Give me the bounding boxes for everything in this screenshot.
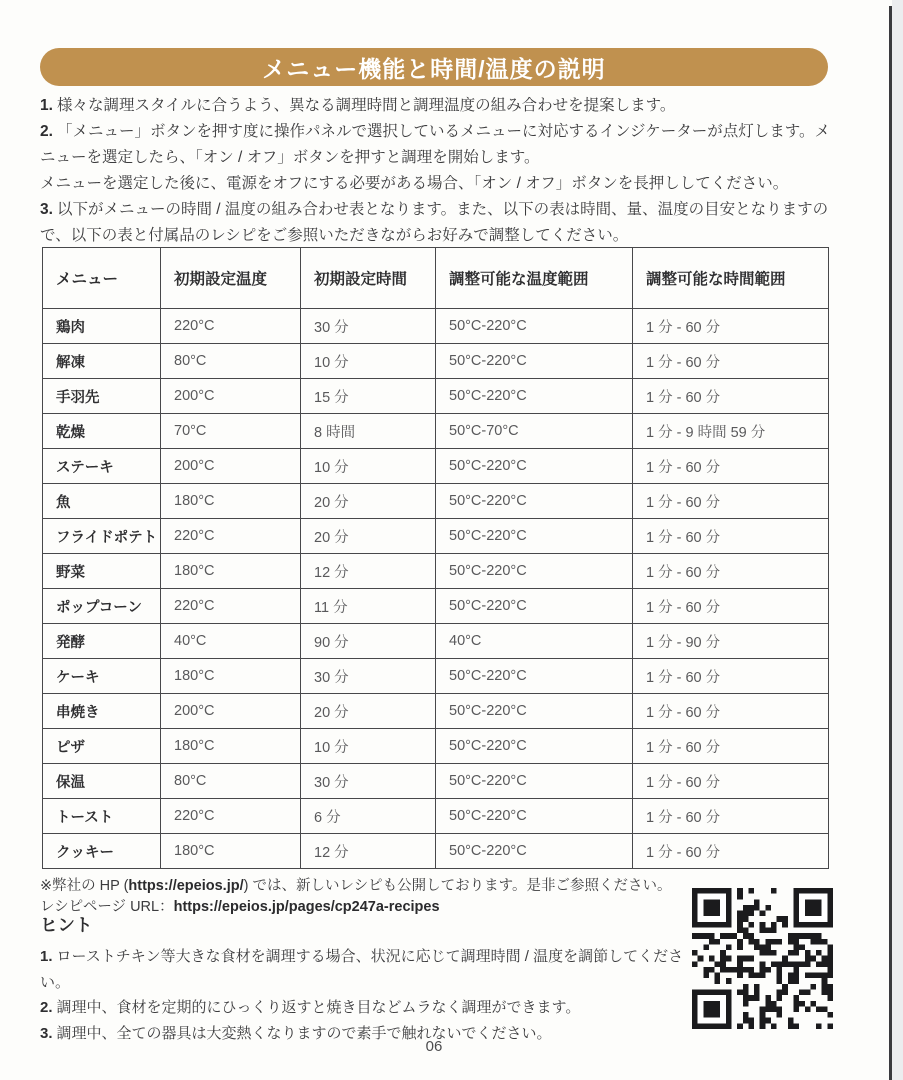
hints-list — [40, 944, 695, 1046]
recipe-url-label: レシピページ URL： — [40, 899, 174, 915]
table-row — [43, 309, 829, 344]
time-range-cell: 1 分 - 60 分 — [633, 519, 829, 554]
temp-range-cell: 50°C-220°C — [436, 309, 633, 344]
time-range-cell: 1 分 - 90 分 — [633, 624, 829, 659]
menu-name-cell: トースト — [43, 799, 161, 834]
time-range-cell: 1 分 - 60 分 — [633, 729, 829, 764]
time-range-cell: 1 分 - 60 分 — [633, 659, 829, 694]
table-header-cell: 調整可能な温度範囲 — [436, 248, 633, 309]
table-row — [43, 729, 829, 764]
table-row — [43, 484, 829, 519]
menu-settings-table — [42, 247, 829, 869]
temp-range-cell: 50°C-70°C — [436, 414, 633, 449]
temp-range-cell: 40°C — [436, 624, 633, 659]
default-temp-cell: 180°C — [161, 554, 301, 589]
menu-name-cell: 鶏肉 — [43, 309, 161, 344]
time-range-cell: 1 分 - 60 分 — [633, 764, 829, 799]
default-time-cell: 30 分 — [301, 764, 436, 799]
temp-range-cell: 50°C-220°C — [436, 344, 633, 379]
time-range-cell: 1 分 - 60 分 — [633, 449, 829, 484]
table-row — [43, 799, 829, 834]
hint-number: 2. — [40, 999, 53, 1016]
table-row — [43, 519, 829, 554]
default-temp-cell: 80°C — [161, 344, 301, 379]
instruction-text: メニューを選定した後に、電源をオフにする必要がある場合、「オン / オフ」ボタンを長押ししてください。 — [40, 175, 789, 192]
time-range-cell: 1 分 - 60 分 — [633, 834, 829, 869]
table-header-cell: 初期設定時間 — [301, 248, 436, 309]
default-time-cell: 20 分 — [301, 519, 436, 554]
table-row — [43, 554, 829, 589]
instruction-item — [40, 171, 832, 197]
default-time-cell: 10 分 — [301, 449, 436, 484]
time-range-cell: 1 分 - 60 分 — [633, 799, 829, 834]
menu-name-cell: 手羽先 — [43, 379, 161, 414]
hint-text: ローストチキン等大きな食材を調理する場合、状況に応じて調理時間 / 温度を調節してください。 — [40, 948, 684, 991]
instruction-item — [40, 93, 832, 119]
temp-range-cell: 50°C-220°C — [436, 729, 633, 764]
default-temp-cell: 80°C — [161, 764, 301, 799]
menu-name-cell: 発酵 — [43, 624, 161, 659]
table-row — [43, 589, 829, 624]
hint-number: 1. — [40, 948, 53, 965]
menu-name-cell: ステーキ — [43, 449, 161, 484]
menu-name-cell: クッキー — [43, 834, 161, 869]
section-title-banner — [40, 48, 828, 86]
hint-text: 調理中、全ての器具は大変熱くなりますので素手で触れないでください。 — [56, 1024, 552, 1042]
temp-range-cell: 50°C-220°C — [436, 484, 633, 519]
table-row — [43, 344, 829, 379]
scan-edge-line — [889, 6, 892, 1080]
default-time-cell: 10 分 — [301, 729, 436, 764]
default-temp-cell: 200°C — [161, 379, 301, 414]
table-row — [43, 379, 829, 414]
menu-name-cell: 野菜 — [43, 554, 161, 589]
instruction-number: 1. — [40, 97, 53, 114]
time-range-cell: 1 分 - 60 分 — [633, 484, 829, 519]
table-header-cell: メニュー — [43, 248, 161, 309]
table-row — [43, 764, 829, 799]
hint-item — [40, 944, 695, 995]
instruction-text: 「メニュー」ボタンを押す度に操作パネルで選択しているメニューに対応するインジケーターが点灯します。メニューを選定したら、「オン / オフ」ボタンを押すと調理を開始します。 — [40, 123, 831, 166]
instruction-item — [40, 197, 832, 249]
table-header-cell: 初期設定温度 — [161, 248, 301, 309]
qr-code-icon — [692, 886, 833, 1031]
default-time-cell: 30 分 — [301, 659, 436, 694]
default-time-cell: 12 分 — [301, 834, 436, 869]
default-time-cell: 12 分 — [301, 554, 436, 589]
temp-range-cell: 50°C-220°C — [436, 694, 633, 729]
instruction-item — [40, 119, 832, 171]
default-temp-cell: 220°C — [161, 519, 301, 554]
table-row — [43, 694, 829, 729]
default-temp-cell: 40°C — [161, 624, 301, 659]
default-temp-cell: 200°C — [161, 449, 301, 484]
temp-range-cell: 50°C-220°C — [436, 659, 633, 694]
default-time-cell: 8 時間 — [301, 414, 436, 449]
table-header-cell: 調整可能な時間範囲 — [633, 248, 829, 309]
default-time-cell: 15 分 — [301, 379, 436, 414]
default-temp-cell: 180°C — [161, 484, 301, 519]
default-time-cell: 20 分 — [301, 694, 436, 729]
scan-edge-gray — [892, 0, 903, 1080]
homepage-url: https://epeios.jp/ — [128, 878, 244, 894]
hints-section — [40, 912, 695, 1046]
time-range-cell: 1 分 - 60 分 — [633, 694, 829, 729]
menu-name-cell: 串焼き — [43, 694, 161, 729]
temp-range-cell: 50°C-220°C — [436, 589, 633, 624]
menu-name-cell: 乾燥 — [43, 414, 161, 449]
default-temp-cell: 220°C — [161, 589, 301, 624]
table-body — [43, 309, 829, 869]
default-temp-cell: 180°C — [161, 834, 301, 869]
page-title: メニュー機能と時間/温度の説明 — [262, 55, 606, 82]
footnote-line1-prefix: ※弊社の HP ( — [40, 878, 129, 894]
temp-range-cell: 50°C-220°C — [436, 554, 633, 589]
table-row — [43, 414, 829, 449]
table-row — [43, 659, 829, 694]
temp-range-cell: 50°C-220°C — [436, 379, 633, 414]
hints-heading: ヒント — [40, 915, 93, 935]
default-time-cell: 6 分 — [301, 799, 436, 834]
time-range-cell: 1 分 - 60 分 — [633, 554, 829, 589]
menu-name-cell: 保温 — [43, 764, 161, 799]
time-range-cell: 1 分 - 9 時間 59 分 — [633, 414, 829, 449]
temp-range-cell: 50°C-220°C — [436, 834, 633, 869]
default-time-cell: 90 分 — [301, 624, 436, 659]
time-range-cell: 1 分 - 60 分 — [633, 309, 829, 344]
table-row — [43, 449, 829, 484]
instruction-text: 様々な調理スタイルに合うよう、異なる調理時間と調理温度の組み合わせを提案します。 — [56, 97, 676, 114]
temp-range-cell: 50°C-220°C — [436, 449, 633, 484]
instruction-number: 2. — [40, 123, 53, 140]
instructions-list — [40, 93, 832, 249]
table-header-row — [43, 248, 829, 309]
temp-range-cell: 50°C-220°C — [436, 519, 633, 554]
default-time-cell: 30 分 — [301, 309, 436, 344]
table-row — [43, 624, 829, 659]
default-time-cell: 10 分 — [301, 344, 436, 379]
time-range-cell: 1 分 - 60 分 — [633, 379, 829, 414]
menu-name-cell: 魚 — [43, 484, 161, 519]
temp-range-cell: 50°C-220°C — [436, 764, 633, 799]
default-temp-cell: 220°C — [161, 799, 301, 834]
menu-name-cell: フライドポテト — [43, 519, 161, 554]
default-time-cell: 20 分 — [301, 484, 436, 519]
temp-range-cell: 50°C-220°C — [436, 799, 633, 834]
footnote-line1 — [40, 876, 690, 897]
footnote-line1-suffix: ) では、新しいレシピも公開しております。是非ご参照ください。 — [243, 878, 672, 894]
instruction-number: 3. — [40, 201, 53, 218]
time-range-cell: 1 分 - 60 分 — [633, 589, 829, 624]
hint-text: 調理中、食材を定期的にひっくり返すと焼き目などムラなく調理ができます。 — [56, 999, 581, 1016]
page-number: 06 — [425, 1038, 443, 1055]
default-temp-cell: 70°C — [161, 414, 301, 449]
time-range-cell: 1 分 - 60 分 — [633, 344, 829, 379]
menu-name-cell: ポップコーン — [43, 589, 161, 624]
default-temp-cell: 200°C — [161, 694, 301, 729]
menu-name-cell: ケーキ — [43, 659, 161, 694]
menu-name-cell: 解凍 — [43, 344, 161, 379]
hint-item — [40, 995, 695, 1021]
default-temp-cell: 180°C — [161, 729, 301, 764]
recipe-page-url: https://epeios.jp/pages/cp247a-recipes — [173, 899, 440, 915]
default-time-cell: 11 分 — [301, 589, 436, 624]
default-temp-cell: 180°C — [161, 659, 301, 694]
menu-name-cell: ピザ — [43, 729, 161, 764]
default-temp-cell: 220°C — [161, 309, 301, 344]
hint-number: 3. — [40, 1024, 53, 1042]
table-row — [43, 834, 829, 869]
instruction-text: 以下がメニューの時間 / 温度の組み合わせ表となります。また、以下の表は時間、量、温度の目安となりますので、以下の表と付属品のレシピをご参照いただきながらお好みで調整してください。 — [40, 201, 829, 244]
